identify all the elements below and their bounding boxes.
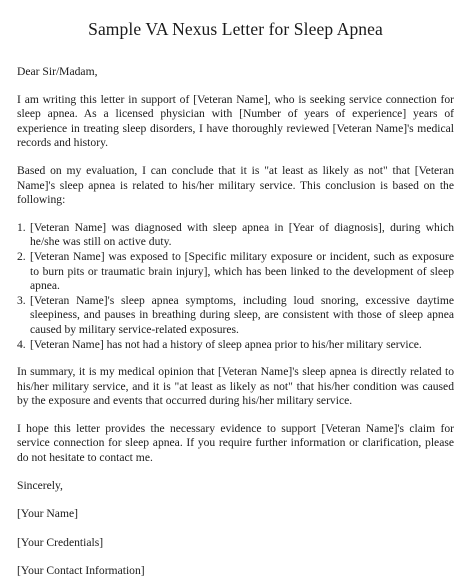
list-item-text: [Veteran Name] was exposed to [Specific military exposure or incident, such as exposure to burn pits or traumatic brain injury], which has been linked to the development of sleep apnea.	[30, 249, 454, 293]
list-item-number: 2.	[17, 249, 26, 263]
signature-name: [Your Name]	[17, 507, 78, 521]
closing: Sincerely,	[17, 478, 63, 492]
list-item	[17, 294, 454, 338]
list-item-text: [Veteran Name]'s sleep apnea symptoms, including loud snoring, excessive daytime sleepiness, and pauses in breathing during sleep, are consistent with those of sleep apnea caused by military service-related exposures.	[30, 293, 454, 336]
list-item-number: 4.	[17, 337, 26, 351]
list-item	[17, 338, 454, 353]
signature-credentials: [Your Credentials]	[17, 535, 104, 549]
list-item-number: 1.	[17, 220, 26, 234]
paragraph-closing-remarks: I hope this letter provides the necessary evidence to support [Veteran Name]'s claim for service connection for sleep apnea. If you require further information or clarification, please do not hesitate to contact me.	[17, 421, 454, 465]
list-item	[17, 221, 454, 250]
paragraph-evaluation: Based on my evaluation, I can conclude that it is "at least as likely as not" that [Veteran Name]'s sleep apnea is related to his/her military service. This conclusion is based on the following:	[17, 163, 454, 207]
signature-contact: [Your Contact Information]	[17, 564, 145, 578]
salutation: Dear Sir/Madam,	[17, 65, 98, 78]
list-item-text: [Veteran Name] has not had a history of sleep apnea prior to his/her military service.	[30, 337, 422, 351]
letter-page	[17, 18, 454, 579]
document-title: Sample VA Nexus Letter for Sleep Apnea	[88, 19, 383, 39]
list-item-number: 3.	[17, 293, 26, 307]
list-item-text: [Veteran Name] was diagnosed with sleep apnea in [Year of diagnosis], during which he/she was still on active duty.	[30, 220, 454, 249]
paragraph-intro: I am writing this letter in support of [Veteran Name], who is seeking service connection for sleep apnea. As a licensed physician with [Number of years of experience] years of experience in treating sleep disorders, I have thoroughly reviewed [Veteran Name]'s medical records and history.	[17, 92, 454, 150]
list-item	[17, 250, 454, 294]
paragraph-summary: In summary, it is my medical opinion that [Veteran Name]'s sleep apnea is directly related to his/her military service, and it is "at least as likely as not" that his/her condition was caused by the exposure and events that occurred during his/her military service.	[17, 365, 454, 408]
evidence-list	[17, 221, 454, 352]
